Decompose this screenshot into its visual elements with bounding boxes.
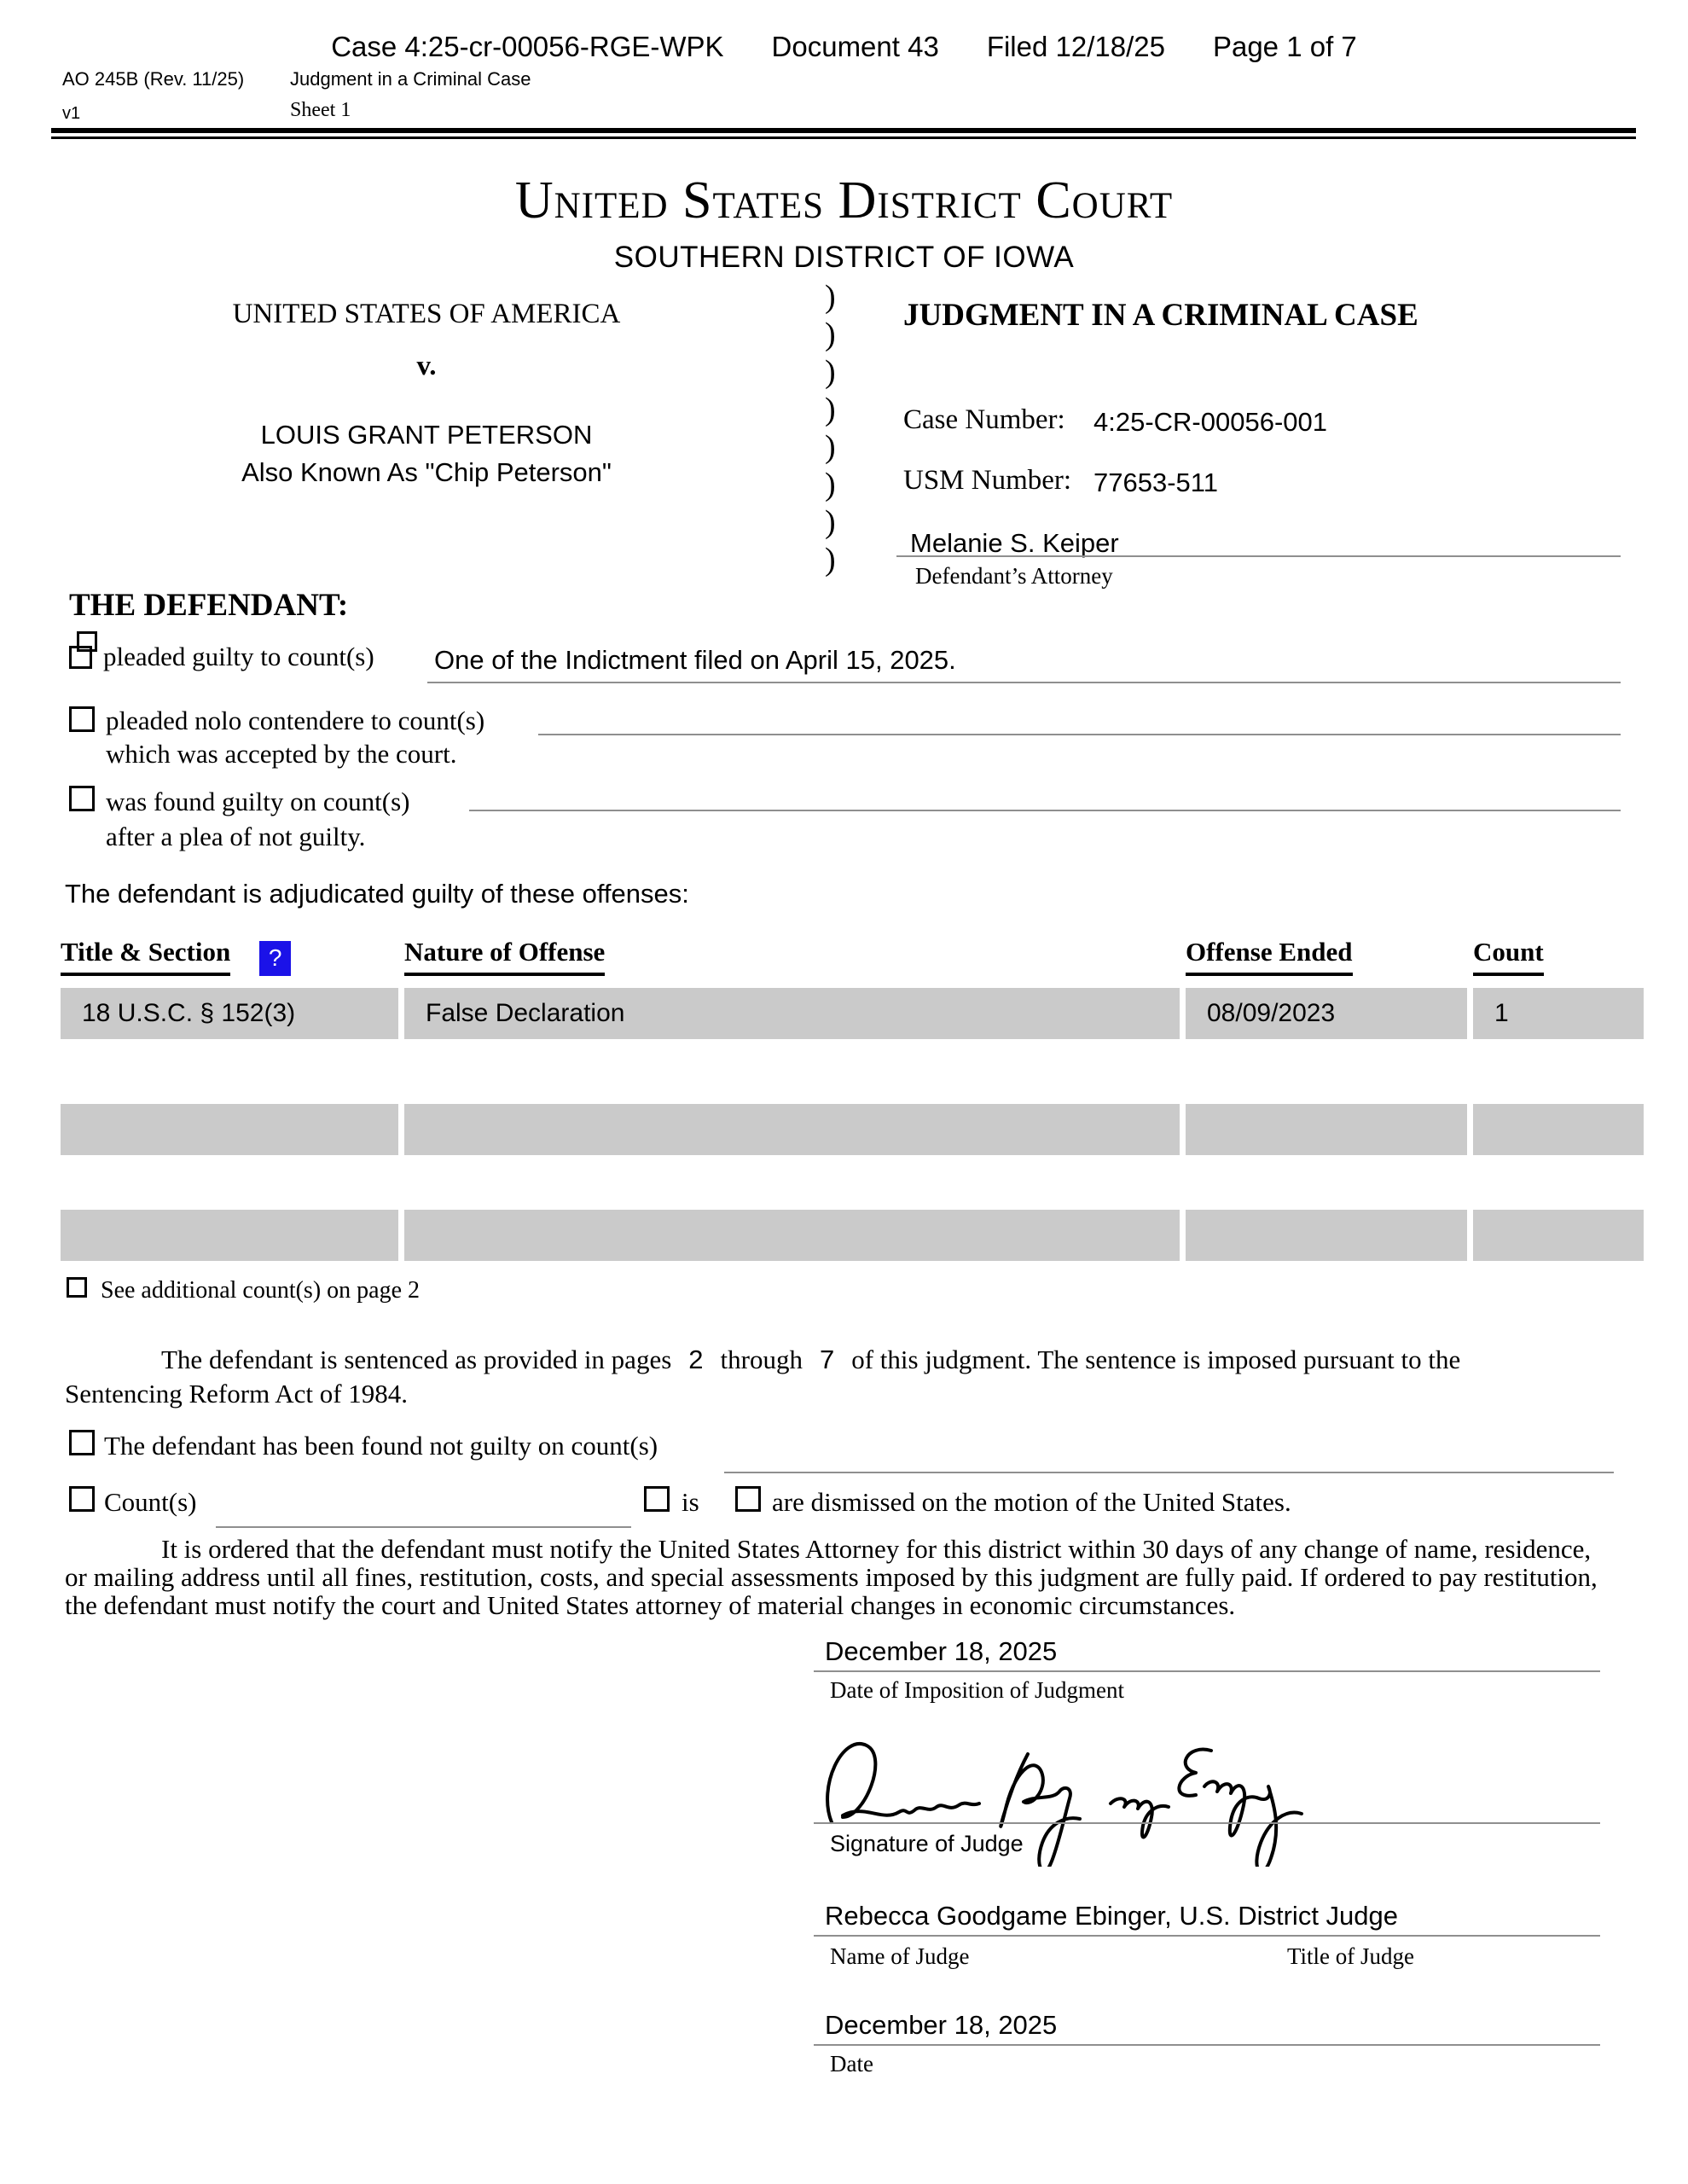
imposition-date-line bbox=[814, 1670, 1600, 1672]
cell-nature: False Declaration bbox=[404, 988, 1180, 1039]
cell-count[interactable] bbox=[1473, 1210, 1644, 1261]
offense-table-row bbox=[61, 1210, 1644, 1261]
not-guilty-label: The defendant has been found not guilty on count(s) bbox=[104, 1431, 658, 1461]
caption-paren-column bbox=[825, 278, 836, 578]
pages-from-value: 2 bbox=[688, 1345, 704, 1374]
judgment-date-value: December 18, 2025 bbox=[825, 2010, 1058, 2040]
version-code: v1 bbox=[62, 104, 81, 123]
cell-nature[interactable] bbox=[404, 1210, 1180, 1261]
see-additional-label: See additional count(s) on page 2 bbox=[101, 1277, 421, 1304]
header-title-section: Title & Section ? bbox=[61, 937, 398, 976]
checkbox-box-square bbox=[69, 646, 92, 669]
date-label: Date bbox=[830, 2051, 873, 2077]
court-title: United States District Court bbox=[514, 171, 1174, 229]
title-of-judge-label: Title of Judge bbox=[1287, 1943, 1415, 1969]
defendant-name: LOUIS GRANT PETERSON bbox=[260, 420, 593, 450]
stamp-document-number: Document 43 bbox=[771, 31, 939, 62]
cell-offense-ended[interactable] bbox=[1186, 1104, 1467, 1155]
stamp-page-number: Page 1 of 7 bbox=[1212, 31, 1357, 62]
cell-nature[interactable] bbox=[404, 1104, 1180, 1155]
double-rule-divider bbox=[51, 128, 1636, 139]
case-number-value: 4:25-CR-00056-001 bbox=[1093, 407, 1328, 437]
paren-glyph: ) bbox=[825, 279, 836, 315]
offense-table-row bbox=[61, 1104, 1644, 1155]
cell-count[interactable] bbox=[1473, 1104, 1644, 1155]
court-district: SOUTHERN DISTRICT OF IOWA bbox=[613, 241, 1075, 274]
pleaded-guilty-field-line[interactable] bbox=[427, 682, 1621, 683]
form-ref: AO 245B (Rev. 11/25) bbox=[62, 68, 245, 90]
cell-title-section: 18 U.S.C. § 152(3) bbox=[61, 988, 398, 1039]
paren-glyph: ) bbox=[825, 392, 836, 427]
paren-glyph: ) bbox=[825, 317, 836, 352]
is-label: is bbox=[682, 1487, 699, 1517]
notice-line-3: the defendant must notify the court and United States attorney of material changes in economic circumstances. bbox=[65, 1590, 1236, 1620]
see-additional-checkbox[interactable] bbox=[67, 1277, 87, 1298]
header-offense-ended: Offense Ended bbox=[1186, 937, 1467, 976]
stamp-filed-date: Filed 12/18/25 bbox=[986, 31, 1165, 62]
cell-offense-ended: 08/09/2023 bbox=[1186, 988, 1467, 1039]
imposition-date-label: Date of Imposition of Judgment bbox=[830, 1677, 1124, 1703]
stamp-case-number: Case 4:25-cr-00056-RGE-WPK bbox=[331, 31, 724, 62]
name-of-judge-label: Name of Judge bbox=[830, 1943, 970, 1969]
found-guilty-label2: after a plea of not guilty. bbox=[106, 822, 366, 851]
judge-name-value: Rebecca Goodgame Ebinger, U.S. District Judge bbox=[825, 1901, 1399, 1931]
counts-checkbox[interactable] bbox=[69, 1486, 95, 1512]
pleaded-guilty-value: One of the Indictment filed on April 15, 2025. bbox=[434, 645, 956, 675]
attorney-field-line bbox=[896, 555, 1621, 557]
found-guilty-label: was found guilty on count(s) bbox=[106, 787, 410, 816]
pleaded-guilty-label: pleaded guilty to count(s) bbox=[103, 642, 374, 671]
defendant-attorney-name: Melanie S. Keiper bbox=[910, 528, 1119, 558]
judgment-date-line bbox=[814, 2044, 1600, 2046]
adjudicated-line: The defendant is adjudicated guilty of these offenses: bbox=[65, 879, 689, 909]
form-reference-line bbox=[62, 68, 531, 90]
notice-line-1: It is ordered that the defendant must notify the United States Attorney for this district within 30 days of any change of name, residence, bbox=[161, 1534, 1592, 1564]
offenses-table-header bbox=[61, 937, 1644, 976]
ecf-stamp bbox=[0, 31, 1688, 63]
paren-glyph: ) bbox=[825, 354, 836, 390]
dismissed-checkbox[interactable] bbox=[735, 1486, 761, 1512]
plaintiff-name: UNITED STATES OF AMERICA bbox=[232, 299, 621, 329]
case-number-label: Case Number: bbox=[903, 404, 1065, 435]
caption-judgment-block bbox=[903, 297, 1628, 589]
not-guilty-checkbox[interactable] bbox=[69, 1430, 95, 1455]
header-nature-of-offense: Nature of Offense bbox=[404, 937, 1180, 976]
help-badge-icon[interactable]: ? bbox=[259, 941, 291, 976]
signature-line bbox=[814, 1822, 1600, 1824]
paren-glyph: ) bbox=[825, 429, 836, 465]
form-title: Judgment in a Criminal Case bbox=[290, 68, 531, 90]
counts-field-line[interactable] bbox=[216, 1526, 631, 1528]
defendant-alias: Also Known As "Chip Peterson" bbox=[241, 457, 612, 487]
usm-number-value: 77653-511 bbox=[1093, 468, 1218, 497]
cell-title-section[interactable] bbox=[61, 1210, 398, 1261]
nolo-contendere-label2: which was accepted by the court. bbox=[106, 739, 457, 769]
is-checkbox[interactable] bbox=[644, 1486, 670, 1512]
found-guilty-field-line[interactable] bbox=[469, 810, 1621, 811]
versus-label: v. bbox=[416, 351, 437, 381]
cell-count: 1 bbox=[1473, 988, 1644, 1039]
header-count: Count bbox=[1473, 937, 1644, 976]
defendant-section-heading: THE DEFENDANT: bbox=[69, 588, 349, 623]
paren-glyph: ) bbox=[825, 542, 836, 578]
judgment-title: JUDGMENT IN A CRIMINAL CASE bbox=[903, 298, 1418, 333]
not-guilty-field-line[interactable] bbox=[724, 1472, 1614, 1473]
judge-name-line bbox=[814, 1935, 1600, 1937]
paren-glyph: ) bbox=[825, 467, 836, 502]
dismissed-label: are dismissed on the motion of the United States. bbox=[772, 1487, 1291, 1517]
pleaded-guilty-checkbox[interactable] bbox=[69, 631, 100, 671]
notice-line-2: or mailing address until all fines, restitution, costs, and special assessments imposed by this judgment are fully paid. If ordered to pay restitution, bbox=[65, 1562, 1598, 1592]
counts-label: Count(s) bbox=[104, 1487, 197, 1517]
defendant-attorney-label: Defendant’s Attorney bbox=[915, 563, 1113, 589]
sentencing-act-line: Sentencing Reform Act of 1984. bbox=[65, 1379, 409, 1409]
nolo-contendere-label: pleaded nolo contendere to count(s) bbox=[106, 706, 485, 735]
caption-parties bbox=[102, 299, 751, 488]
cell-offense-ended[interactable] bbox=[1186, 1210, 1467, 1261]
nolo-contendere-field-line[interactable] bbox=[538, 734, 1621, 735]
sentenced-line: The defendant is sentenced as provided in pages 2 through 7 of this judgment. The sentence is imposed pursuant to the bbox=[161, 1345, 1461, 1374]
imposition-date-value: December 18, 2025 bbox=[825, 1636, 1058, 1666]
sheet-label: Sheet 1 bbox=[290, 99, 351, 121]
paren-glyph: ) bbox=[825, 504, 836, 540]
nolo-contendere-checkbox[interactable] bbox=[69, 706, 95, 732]
cell-title-section[interactable] bbox=[61, 1104, 398, 1155]
offense-table-row bbox=[61, 988, 1644, 1039]
usm-number-label: USM Number: bbox=[903, 465, 1072, 496]
signature-of-judge-label: Signature of Judge bbox=[830, 1831, 1024, 1856]
found-guilty-checkbox[interactable] bbox=[69, 786, 95, 811]
pages-to-value: 7 bbox=[819, 1345, 835, 1374]
